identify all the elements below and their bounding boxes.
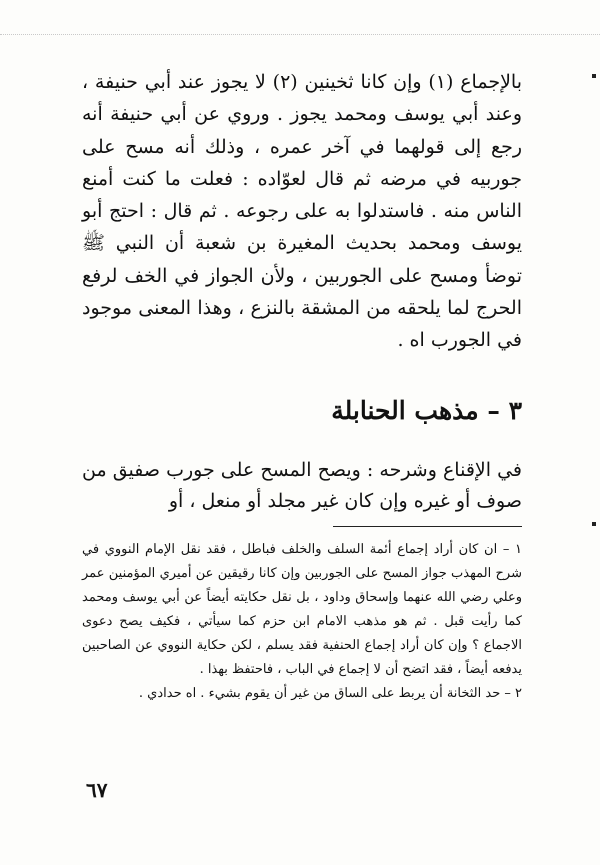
edge-mark-bottom bbox=[592, 522, 596, 526]
section-heading: ٣ – مذهب الحنابلة bbox=[331, 396, 522, 425]
footnote-separator bbox=[333, 526, 522, 527]
main-paragraph: بالإجماع (١) وإن كانا ثخينين (٢) لا يجوز عند أبي حنيفة ، وعند أبي يوسف ومحمد يجوز . وروي عن أبي حنيفة أنه رجع إلى قولهما في آخر عمره ، وذلك أنه مسح على جوربيه في مرضه ثم قال لعوّاده : فعلت ما كنت أمنع الناس منه . فاستدلوا به على رجوعه . ثم قال : احتج أبو يوسف ومحمد بحديث المغيرة بن شعبة أن النبي ﷺ توضأ ومسح على الجوربين ، ولأن الجواز في الخف لرفع الحرج لما يلحقه من المشقة بالنزع ، وهذا المعنى موجود في الجورب اه . bbox=[82, 71, 522, 352]
footnotes bbox=[82, 538, 522, 706]
section-paragraph: في الإقناع وشرحه : ويصح المسح على جورب صفيق من صوف أو غيره وإن كان غير مجلد أو منعل ، أو bbox=[82, 459, 522, 512]
footnote-2: ٢ – حد الثخانة أن يربط على الساق من غير أن يقوم بشيء . اه حدادي . bbox=[138, 686, 522, 701]
scan-artifact-line bbox=[0, 34, 600, 35]
page-number: ٦٧ bbox=[86, 778, 108, 802]
edge-mark-top bbox=[592, 74, 596, 78]
footnote-1: ١ – ان كان أراد إجماع أئمة السلف والخلف فباطل ، فقد نقل الإمام النووي في شرح المهذب جواز المسح على الجوربين وإن كانا رقيقين عن أميري المؤمنين عمر وعلي رضي الله عنهما وإسحاق وداود ، بل نقل حكايته أيضاً عن أبي يوسف ومحمد كما رأيت قبل . ثم هو مذهب الامام ابن حزم كما سيأتي ، فكيف يصح دعوى الاجماع ؟ وإن كان أراد إجماع الحنفية فقد يسلم ، لكن حكاية النووي عن الصاحبين يدفعه أيضاً ، فقد اتضح أن لا إجماع في الباب ، فاحتفظ بهذا . bbox=[82, 542, 522, 677]
